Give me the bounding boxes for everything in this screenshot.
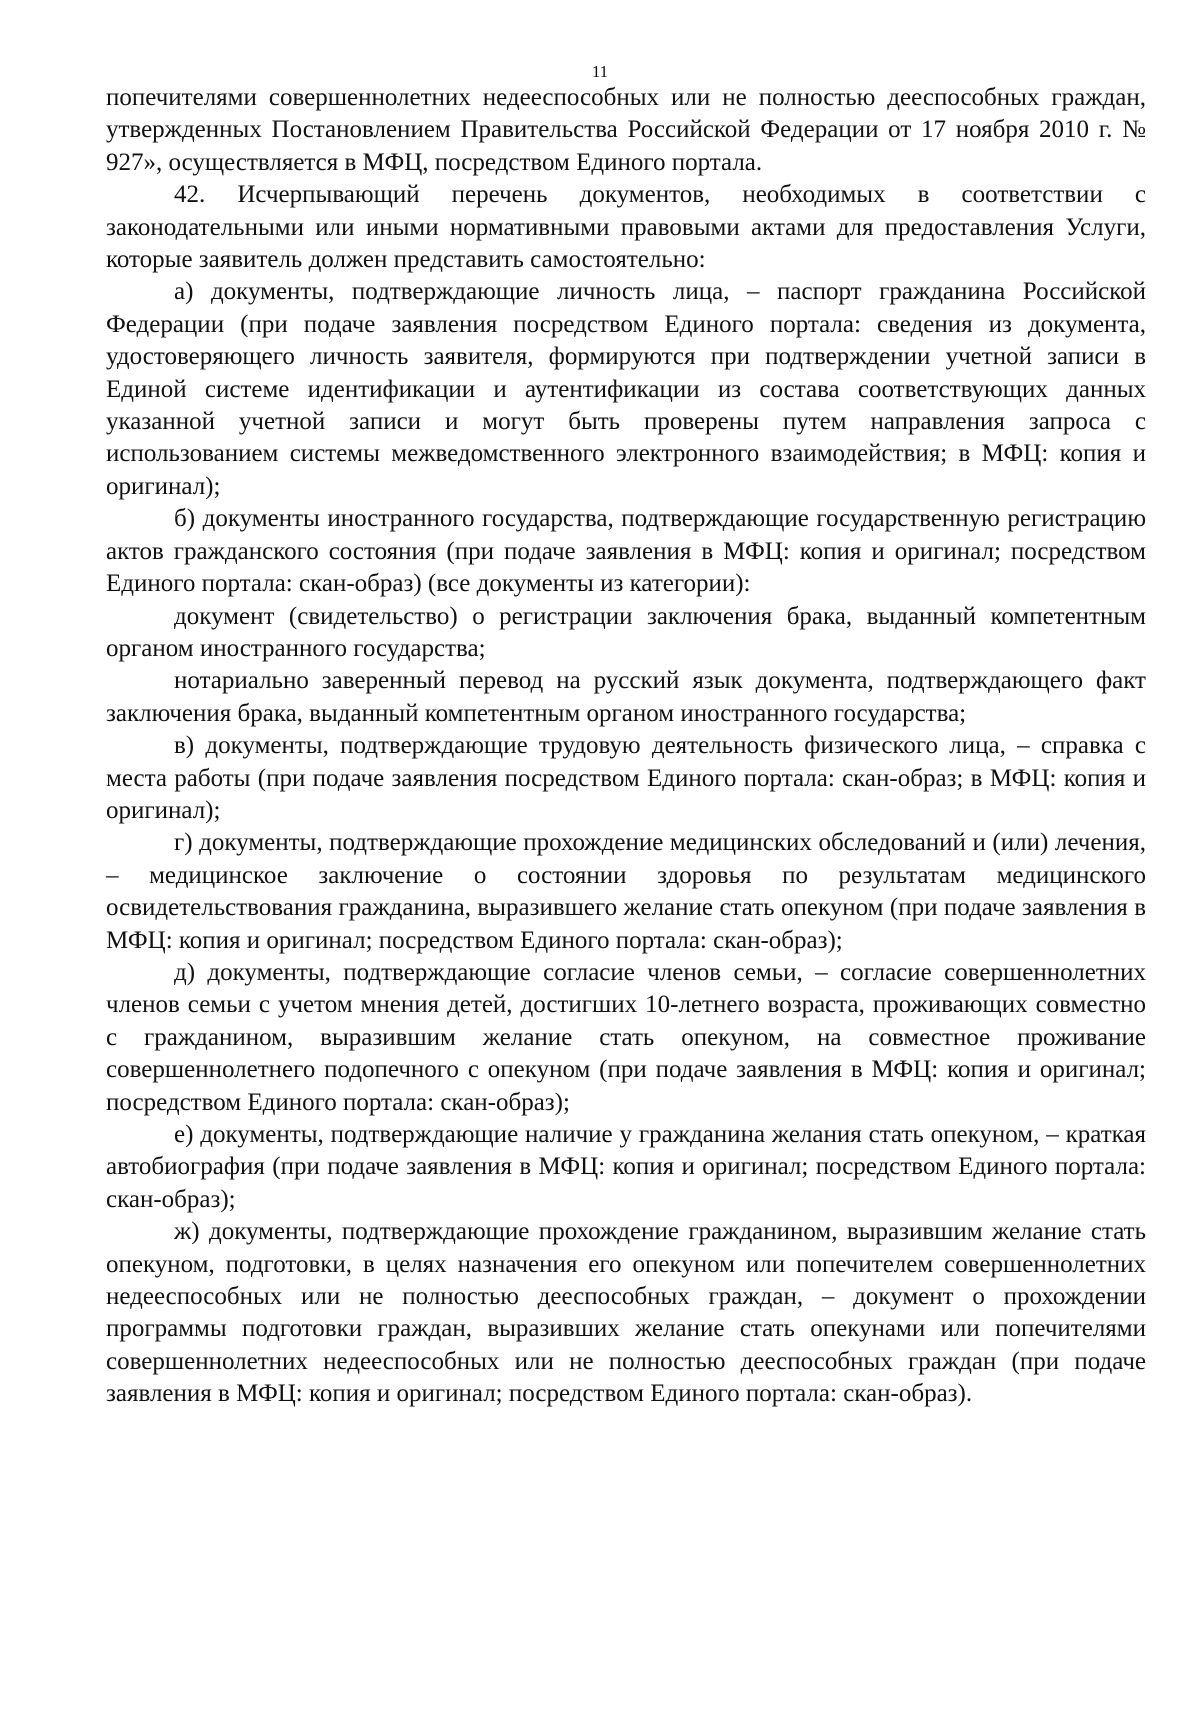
paragraph: попечителями совершеннолетних недееспособных или не полностью дееспособных граждан, утвержденных Постановлением Правительства Российской Федерации от 17 ноября 2010 г. № 927», осуществляется в МФЦ, посредством Единого портала. <box>106 84 1146 176</box>
paragraph: е) документы, подтверждающие наличие у гражданина желания стать опекуном, – краткая автобиография (при подаче заявления в МФЦ: копия и оригинал; посредством Единого портала: скан-образ); <box>106 1121 1146 1213</box>
paragraph: г) документы, подтверждающие прохождение медицинских обследований и (или) лечения, – медицинское заключение о состоянии здоровья по результатам медицинского освидетельствования гражданина, выразившего желание стать опекуном (при подаче заявления в МФЦ: копия и оригинал; посредством Единого портала: скан-образ); <box>106 829 1146 954</box>
document-body <box>106 82 1146 1411</box>
paragraph: документ (свидетельство) о регистрации заключения брака, выданный компетентным органом иностранного государства; <box>106 602 1146 662</box>
paragraph: в) документы, подтверждающие трудовую деятельность физического лица, – справка с места работы (при подаче заявления посредством Единого портала: скан-образ; в МФЦ: копия и оригинал); <box>106 732 1146 824</box>
paragraph: нотариально заверенный перевод на русский язык документа, подтверждающего факт заключения брака, выданный компетентным органом иностранного государства; <box>106 667 1146 727</box>
paragraph: д) документы, подтверждающие согласие членов семьи, – согласие совершеннолетних членов семьи с учетом мнения детей, достигших 10-летнего возраста, проживающих совместно с гражданином, выразившим желание стать опекуном, на совместное проживание совершеннолетнего подопечного с опекуном (при подаче заявления в МФЦ: копия и оригинал; посредством Единого портала: скан-образ); <box>106 958 1146 1116</box>
page-number: 11 <box>591 62 609 81</box>
paragraph: б) документы иностранного государства, подтверждающие государственную регистрацию актов гражданского состояния (при подаче заявления в МФЦ: копия и оригинал; посредством Единого портала: скан-образ) (все документы из категории): <box>106 505 1146 598</box>
paragraph: ж) документы, подтверждающие прохождение гражданином, выразившим желание стать опекуном, подготовки, в целях назначения его опекуном или попечителем совершеннолетних недееспособных или не полностью дееспособных граждан, – документ о прохождении программы подготовки граждан, выразивших желание стать опекунами или попечителями совершеннолетних недееспособных или не полностью дееспособных граждан (при подаче заявления в МФЦ: копия и оригинал; посредством Единого портала: скан-образ). <box>106 1218 1146 1408</box>
paragraph: а) документы, подтверждающие личность лица, – паспорт гражданина Российской Федерации (при подаче заявления посредством Единого портала: сведения из документа, удостоверяющего личность заявителя, формируются при подтверждении учетной записи в Единой системе идентификации и аутентификации из состава соответствующих данных указанной учетной записи и могут быть проверены путем направления запроса с использованием системы межведомственного электронного взаимодействия; в МФЦ: копия и оригинал); <box>106 278 1146 500</box>
paragraph: 42. Исчерпывающий перечень документов, необходимых в соответствии с законодательными или иными нормативными правовыми актами для предоставления Услуги, которые заявитель должен представить самостоятельно: <box>106 181 1146 274</box>
